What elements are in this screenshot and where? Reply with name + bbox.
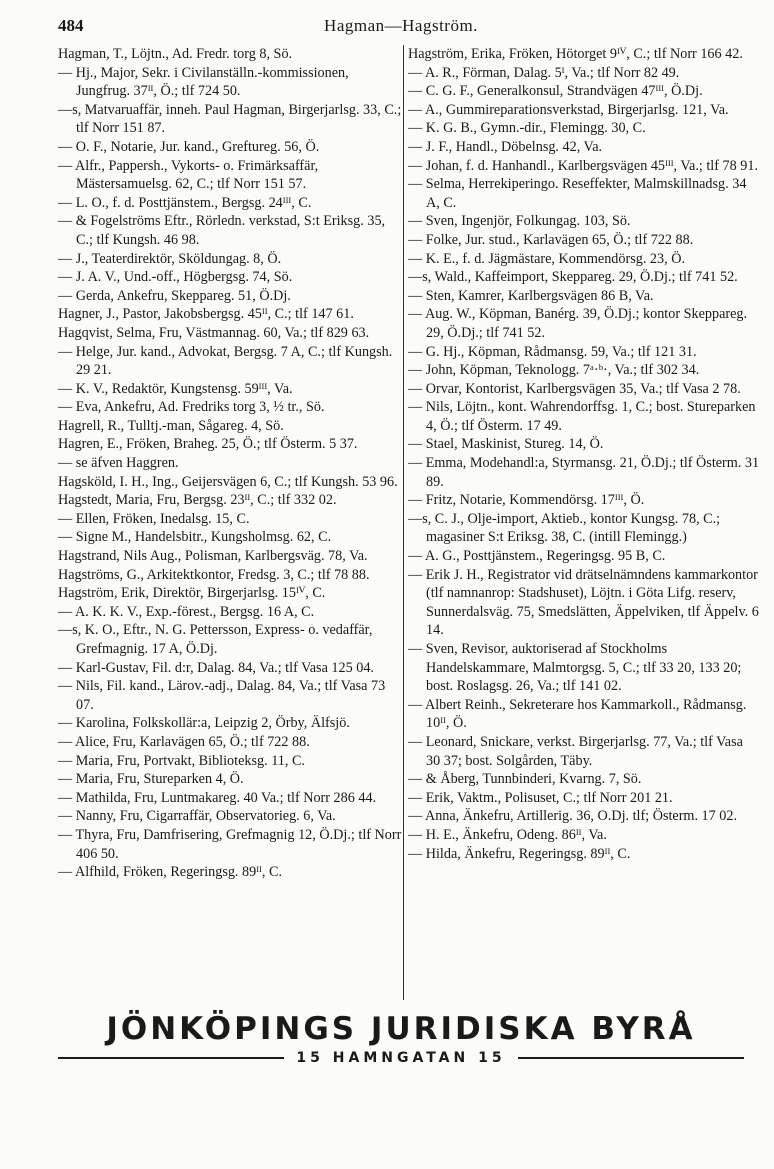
directory-entry: — J. F., Handl., Döbelnsg. 42, Va. [408,138,603,155]
column-divider [403,45,404,1000]
directory-entry: — G. Hj., Köpman, Rådmansg. 59, Va.; tlf 121 31. [408,343,697,360]
directory-entry: — A., Gummireparationsverkstad, Birgerjarlsg. 121, Va. [408,101,729,118]
directory-entry: — Sven, Revisor, auktoriserad af Stockholms Handelskammare, Malmtorgsg. 5, C.; tlf 33 20, 133 20; bost. Roslagsg. 26, Va.; tlf 141 02. [408,641,742,695]
directory-entry: — C. G. F., Generalkonsul, Strandvägen 47ᴵᴵᴵ, Ö.Dj. [408,83,703,100]
directory-entry: — Orvar, Kontorist, Karlbergsvägen 35, Va.; tlf Vasa 2 78. [408,380,741,397]
directory-entry: Hagrell, R., Tulltj.-man, Sågareg. 4, Sö. [58,417,284,434]
directory-entry: — Signe M., Handelsbitr., Kungsholmsg. 62, C. [58,529,332,546]
directory-entry: — se äfven Haggren. [58,455,179,472]
directory-entry: Hagren, E., Fröken, Braheg. 25, Ö.; tlf Österm. 5 37. [58,436,358,453]
directory-entry: — O. F., Notarie, Jur. kand., Greftureg. 56, Ö. [58,138,320,155]
directory-entry: — Johan, f. d. Hanhandl., Karlbergsvägen 45ᴵᴵᴵ, Va.; tlf 78 91. [408,157,758,174]
directory-entry: — Albert Reinh., Sekreterare hos Kammarkoll., Rådmansg. 10ᴵᴵ, Ö. [408,696,747,732]
directory-entry: — Anna, Änkefru, Artillerig. 36, O.Dj. tlf; Österm. 17 02. [408,808,738,825]
directory-entry: Hagsköld, I. H., Ing., Geijersvägen 6, C.; tlf Kungsh. 53 96. [58,473,398,490]
address-rule-left [58,1057,284,1059]
directory-entry: — K. G. B., Gymn.-dir., Flemingg. 30, C. [408,120,646,137]
right-column [408,45,760,863]
directory-entry: — Erik, Vaktm., Polisuset, C.; tlf Norr 201 21. [408,789,673,806]
directory-entry: — Nils, Löjtn., kont. Wahrendorffsg. 1, C.; bost. Stureparken 4, Ö.; tlf Österm. 17 49. [408,399,756,434]
directory-entry: — Alfhild, Fröken, Regeringsg. 89ᴵᴵ, C. [58,864,282,881]
directory-entry: —s, Wald., Kaffeimport, Skeppareg. 29, Ö.Dj.; tlf 741 52. [408,269,738,286]
directory-entry: — Sven, Ingenjör, Folkungag. 103, Sö. [408,213,631,230]
directory-entry: — A. G., Posttjänstem., Regeringsg. 95 B, C. [408,548,666,565]
directory-entry: —s, K. O., Eftr., N. G. Pettersson, Express- o. vedaffär, Grefmagnig. 17 A, Ö.Dj. [58,622,373,657]
directory-entry: — Maria, Fru, Portvakt, Biblioteksg. 11, C. [58,752,305,769]
directory-entry: — Alice, Fru, Karlavägen 65, Ö.; tlf 722 88. [58,733,310,750]
advertiser-address-row [58,1050,744,1066]
directory-entry: — H. E., Änkefru, Odeng. 86ᴵᴵ, Va. [408,826,607,843]
page-number: 484 [58,16,84,35]
directory-entry: — & Åberg, Tunnbinderi, Kvarng. 7, Sö. [408,771,642,788]
running-head: Hagman—Hagström. [324,16,478,35]
directory-entry: — & Fogelströms Eftr., Rörledn. verkstad, S:t Eriksg. 35, C.; tlf Kungsh. 46 98. [58,213,386,248]
directory-entry: — Aug. W., Köpman, Banérg. 39, Ö.Dj.; kontor Skeppareg. 29, Ö.Dj.; tlf 741 52. [408,306,748,341]
directory-entry: — K. V., Redaktör, Kungstensg. 59ᴵᴵᴵ, Va. [58,380,293,397]
directory-entry: — Leonard, Snickare, verkst. Birgerjarlsg. 77, Va.; tlf Vasa 30 37; bost. Solgården, Täby. [408,733,743,769]
advertiser-address: 15 HAMNGATAN 15 [296,1050,506,1066]
address-rule-right [518,1057,744,1059]
directory-entry: — A. R., Förman, Dalag. 5ᴵ, Va.; tlf Norr 82 49. [408,64,680,81]
directory-entry: — Selma, Herrekiperingo. Reseffekter, Malmskillnadsg. 34 A, C. [408,176,747,211]
directory-entry: — Eva, Ankefru, Ad. Fredriks torg 3, ½ tr., Sö. [58,399,325,416]
directory-entry: Hagner, J., Pastor, Jakobsbergsg. 45ᴵᴵ, C.; tlf 147 61. [58,306,354,323]
directory-entry: — Sten, Kamrer, Karlbergsvägen 86 B, Va. [408,287,654,304]
directory-entry: — K. E., f. d. Jägmästare, Kommendörsg. 23, Ö. [408,250,686,267]
directory-entry: Hagstrand, Nils Aug., Polisman, Karlbergsväg. 78, Va. [58,548,368,565]
directory-entry: — A. K. K. V., Exp.-förest., Bergsg. 16 A, C. [58,603,315,620]
directory-entry: — Karl-Gustav, Fil. d:r, Dalag. 84, Va.; tlf Vasa 125 04. [58,659,374,676]
directory-entry: Hagqvist, Selma, Fru, Västmannag. 60, Va.; tlf 829 63. [58,324,370,341]
directory-entry: Hagström, Erika, Fröken, Hötorget 9ᴵⱽ, C.; tlf Norr 166 42. [408,46,743,62]
directory-entry: — Gerda, Ankefru, Skeppareg. 51, Ö.Dj. [58,287,291,304]
directory-entry: — Erik J. H., Registrator vid drätselnämndens kammarkontor (tlf namnanrop: Stadshuset), Löjtn. i Göta Lifg. reserv, Sunnerdalsväg. 75, Smedslätten, Äppelviken, tlf Äppelv. 6 14. [408,566,759,639]
directory-entry: — Thyra, Fru, Damfrisering, Grefmagnig 12, Ö.Dj.; tlf Norr 406 50. [58,826,402,862]
directory-entry: — Fritz, Notarie, Kommendörsg. 17ᴵᴵᴵ, Ö. [408,492,645,509]
directory-entry: —s, C. J., Olje-import, Aktieb., kontor Kungsg. 78, C.; magasiner S:t Eriksg. 38, C. (intill Flemingg.) [408,510,721,546]
directory-entry: — Nanny, Fru, Cigarraffär, Observatorieg. 6, Va. [58,808,336,825]
left-column [58,45,403,882]
directory-entry: —s, Matvaruaffär, inneh. Paul Hagman, Birgerjarlsg. 33, C.; tlf Norr 151 87. [58,101,402,137]
directory-entry: — Mathilda, Fru, Luntmakareg. 40 Va.; tlf Norr 286 44. [58,789,377,806]
directory-entry: — J. A. V., Und.-off., Högbergsg. 74, Sö. [58,269,293,286]
directory-entry: — Nils, Fil. kand., Lärov.-adj., Dalag. 84, Va.; tlf Vasa 73 07. [58,678,386,713]
directory-entry: — Stael, Maskinist, Stureg. 14, Ö. [408,436,604,453]
directory-entry: — Emma, Modehandl:a, Styrmansg. 21, Ö.Dj.; tlf Österm. 31 89. [408,455,760,490]
advertiser-name: JÖNKÖPINGS JURIDISKA BYRÅ [106,1011,696,1047]
directory-entry: — Hj., Major, Sekr. i Civilanställn.-kommissionen, Jungfrug. 37ᴵᴵ, Ö.; tlf 724 50. [58,64,349,100]
directory-entry: Hagströms, G., Arkitektkontor, Fredsg. 3, C.; tlf 78 88. [58,566,370,583]
directory-entry: — Ellen, Fröken, Inedalsg. 15, C. [58,510,250,527]
directory-entry: — J., Teaterdirektör, Sköldungag. 8, Ö. [58,250,282,267]
directory-entry: Hagstedt, Maria, Fru, Bergsg. 23ᴵᴵ, C.; tlf 332 02. [58,492,337,509]
advertisement-footer [58,1010,744,1066]
page-header [58,16,744,38]
directory-entry: — L. O., f. d. Posttjänstem., Bergsg. 24ᴵᴵᴵ, C. [58,194,312,211]
directory-entry: — Alfr., Pappersh., Vykorts- o. Frimärksaffär, Mästersamuelsg. 62, C.; tlf Norr 151 57. [58,157,319,193]
directory-entry: — Helge, Jur. kand., Advokat, Bergsg. 7 A, C.; tlf Kungsh. 29 21. [58,343,393,379]
directory-entry: — Maria, Fru, Stureparken 4, Ö. [58,771,244,788]
directory-entry: Hagman, T., Löjtn., Ad. Fredr. torg 8, Sö. [58,46,293,62]
directory-entry: Hagström, Erik, Direktör, Birgerjarlsg. 15ᴵⱽ, C. [58,585,326,602]
directory-entry: — Folke, Jur. stud., Karlavägen 65, Ö.; tlf 722 88. [408,231,694,248]
directory-entry: — Karolina, Folkskollär:a, Leipzig 2, Örby, Älfsjö. [58,715,350,732]
directory-entry: — John, Köpman, Teknologg. 7ᵃ·ᵇ·, Va.; tlf 302 34. [408,362,700,379]
directory-entry: — Hilda, Änkefru, Regeringsg. 89ᴵᴵ, C. [408,845,631,862]
